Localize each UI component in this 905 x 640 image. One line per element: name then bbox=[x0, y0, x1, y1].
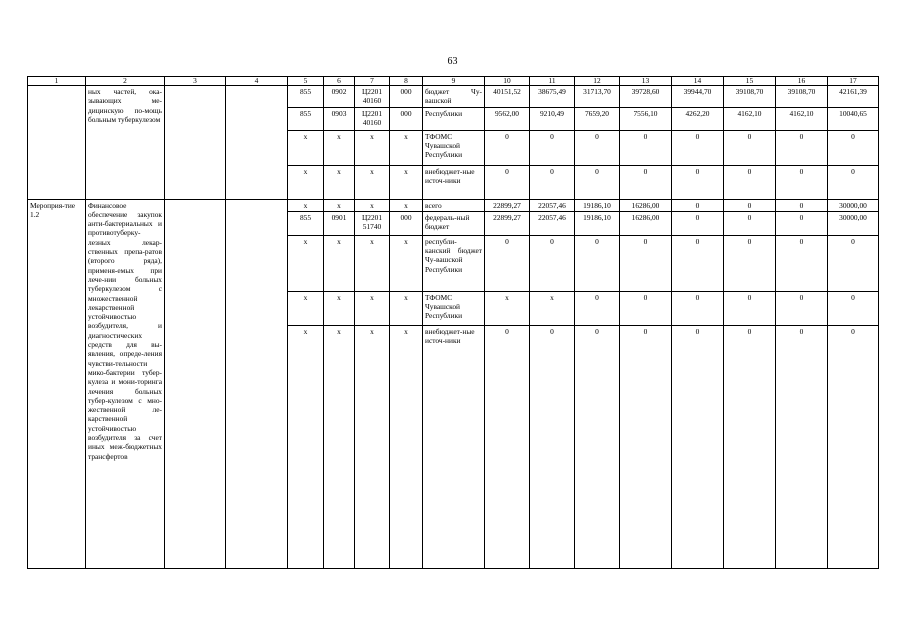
activity-name-cell bbox=[28, 86, 86, 200]
funding-source-cell: ТФОМС Чувашской Республики bbox=[423, 130, 485, 165]
amount-cell: 0 bbox=[620, 235, 672, 291]
table-row bbox=[28, 86, 879, 108]
header-cell: 7 bbox=[355, 77, 390, 86]
grbs-code-cell: х bbox=[288, 291, 324, 325]
funding-source-cell: федераль-ный бюджет bbox=[423, 211, 485, 235]
amount-cell: 19186,10 bbox=[575, 199, 620, 211]
amount-cell: 0 bbox=[724, 291, 776, 325]
header-cell: 17 bbox=[828, 77, 879, 86]
amount-cell: 0 bbox=[776, 130, 828, 165]
header-cell: 16 bbox=[776, 77, 828, 86]
section-code-cell: 0902 bbox=[324, 86, 355, 108]
funding-source-cell: всего bbox=[423, 199, 485, 211]
amount-cell: 0 bbox=[620, 291, 672, 325]
amount-cell: 0 bbox=[672, 165, 724, 199]
amount-cell: 22057,46 bbox=[530, 211, 575, 235]
expense-type-cell: х bbox=[390, 199, 423, 211]
amount-cell: 0 bbox=[672, 130, 724, 165]
amount-cell: 0 bbox=[672, 325, 724, 568]
executor-cell bbox=[165, 199, 226, 568]
amount-cell: 0 bbox=[828, 235, 879, 291]
amount-cell: 0 bbox=[485, 130, 530, 165]
amount-cell: 0 bbox=[724, 325, 776, 568]
amount-cell: 0 bbox=[724, 130, 776, 165]
amount-cell: 16286,00 bbox=[620, 211, 672, 235]
amount-cell: 0 bbox=[828, 130, 879, 165]
header-cell: 2 bbox=[86, 77, 165, 86]
amount-cell: 0 bbox=[485, 235, 530, 291]
amount-cell: 0 bbox=[620, 325, 672, 568]
amount-cell: 0 bbox=[776, 165, 828, 199]
activity-name-cell: Мероприя-тие 1.2 bbox=[28, 199, 86, 568]
header-cell: 1 bbox=[28, 77, 86, 86]
amount-cell: 0 bbox=[530, 325, 575, 568]
funding-source-cell: внебюджет-ные источ-ники bbox=[423, 325, 485, 568]
target-cell bbox=[226, 199, 288, 568]
amount-cell: 39728,60 bbox=[620, 86, 672, 108]
amount-cell: х bbox=[485, 291, 530, 325]
target-article-cell: х bbox=[355, 130, 390, 165]
amount-cell: 0 bbox=[724, 199, 776, 211]
target-article-cell: х bbox=[355, 291, 390, 325]
amount-cell: 0 bbox=[672, 199, 724, 211]
amount-cell: 0 bbox=[776, 199, 828, 211]
funding-source-cell: республи-канский бюджет Чу-вашской Республики bbox=[423, 235, 485, 291]
header-cell: 10 bbox=[485, 77, 530, 86]
amount-cell: 0 bbox=[530, 130, 575, 165]
activity-description-cell: ных частей, ока-зывающих ме-дицинскую по-мощь больным туберкулезом bbox=[86, 86, 165, 200]
expense-type-cell: 000 bbox=[390, 211, 423, 235]
amount-cell: 0 bbox=[828, 291, 879, 325]
amount-cell: 30000,00 bbox=[828, 211, 879, 235]
amount-cell: 22057,46 bbox=[530, 199, 575, 211]
amount-cell: 38675,49 bbox=[530, 86, 575, 108]
amount-cell: 0 bbox=[530, 165, 575, 199]
header-cell: 5 bbox=[288, 77, 324, 86]
amount-cell: 4262,20 bbox=[672, 107, 724, 130]
table-row bbox=[28, 199, 879, 211]
target-cell bbox=[226, 86, 288, 200]
amount-cell: 4162,10 bbox=[724, 107, 776, 130]
grbs-code-cell: х bbox=[288, 130, 324, 165]
page-number: 63 bbox=[447, 56, 458, 67]
expense-type-cell: х bbox=[390, 291, 423, 325]
section-code-cell: х bbox=[324, 325, 355, 568]
amount-cell: 9562,00 bbox=[485, 107, 530, 130]
amount-cell: 31713,70 bbox=[575, 86, 620, 108]
header-cell: 3 bbox=[165, 77, 226, 86]
target-article-cell: х bbox=[355, 165, 390, 199]
header-cell: 4 bbox=[226, 77, 288, 86]
amount-cell: 16286,00 bbox=[620, 199, 672, 211]
section-code-cell: х bbox=[324, 235, 355, 291]
target-article-cell: х bbox=[355, 325, 390, 568]
target-article-cell: Ц2201 40160 bbox=[355, 107, 390, 130]
amount-cell: 22899,27 bbox=[485, 199, 530, 211]
grbs-code-cell: 855 bbox=[288, 107, 324, 130]
grbs-code-cell: 855 bbox=[288, 86, 324, 108]
header-cell: 9 bbox=[423, 77, 485, 86]
activity-description-cell: Финансовое обеспечение закупок анти-бактериальных и противотуберку-лезных лекар-ственных препа-ратов (второго ряда), применя-емых при лече-нии больных туберкулезом с множественной лекарственной устойчивостью возбудителя, и диагностических средств для вы-явления, опреде-ления чувстви-тельности мико-бактерии тубер-кулеза и мони-торинга лечения больных тубер-кулезом с мно-жественной ле-карственной устойчивостью возбудителя за счет иных меж-бюджетных трансфертов bbox=[86, 199, 165, 568]
amount-cell: 0 bbox=[672, 211, 724, 235]
header-row bbox=[28, 77, 879, 86]
amount-cell: 0 bbox=[575, 325, 620, 568]
header-cell: 6 bbox=[324, 77, 355, 86]
amount-cell: 40151,52 bbox=[485, 86, 530, 108]
expense-type-cell: 000 bbox=[390, 86, 423, 108]
amount-cell: 0 bbox=[724, 211, 776, 235]
target-article-cell: Ц2201 51740 bbox=[355, 211, 390, 235]
amount-cell: 0 bbox=[672, 291, 724, 325]
funding-source-cell: ТФОМС Чувашской Республики bbox=[423, 291, 485, 325]
amount-cell: 0 bbox=[724, 165, 776, 199]
amount-cell: 0 bbox=[724, 235, 776, 291]
amount-cell: 0 bbox=[530, 235, 575, 291]
executor-cell bbox=[165, 86, 226, 200]
target-article-cell: х bbox=[355, 235, 390, 291]
amount-cell: 0 bbox=[828, 165, 879, 199]
amount-cell: 39108,70 bbox=[776, 86, 828, 108]
amount-cell: 0 bbox=[575, 165, 620, 199]
amount-cell: 0 bbox=[485, 325, 530, 568]
funding-source-cell: бюджет Чу-вашской bbox=[423, 86, 485, 108]
section-code-cell: х bbox=[324, 199, 355, 211]
expense-type-cell: х bbox=[390, 325, 423, 568]
amount-cell: 7556,10 bbox=[620, 107, 672, 130]
expense-type-cell: х bbox=[390, 130, 423, 165]
expense-type-cell: х bbox=[390, 235, 423, 291]
amount-cell: 39944,70 bbox=[672, 86, 724, 108]
amount-cell: 0 bbox=[776, 235, 828, 291]
amount-cell: 10040,65 bbox=[828, 107, 879, 130]
amount-cell: х bbox=[530, 291, 575, 325]
funding-source-cell: Республики bbox=[423, 107, 485, 130]
amount-cell: 19186,10 bbox=[575, 211, 620, 235]
header-cell: 13 bbox=[620, 77, 672, 86]
grbs-code-cell: х bbox=[288, 235, 324, 291]
amount-cell: 0 bbox=[776, 325, 828, 568]
expense-type-cell: х bbox=[390, 165, 423, 199]
amount-cell: 4162,10 bbox=[776, 107, 828, 130]
target-article-cell: х bbox=[355, 199, 390, 211]
amount-cell: 0 bbox=[620, 165, 672, 199]
header-cell: 12 bbox=[575, 77, 620, 86]
amount-cell: 7659,20 bbox=[575, 107, 620, 130]
section-code-cell: 0903 bbox=[324, 107, 355, 130]
section-code-cell: х bbox=[324, 130, 355, 165]
expense-type-cell: 000 bbox=[390, 107, 423, 130]
amount-cell: 0 bbox=[672, 235, 724, 291]
amount-cell: 0 bbox=[620, 130, 672, 165]
amount-cell: 0 bbox=[828, 325, 879, 568]
header-cell: 11 bbox=[530, 77, 575, 86]
amount-cell: 22899,27 bbox=[485, 211, 530, 235]
grbs-code-cell: х bbox=[288, 165, 324, 199]
amount-cell: 0 bbox=[575, 291, 620, 325]
amount-cell: 0 bbox=[575, 130, 620, 165]
amount-cell: 30000,00 bbox=[828, 199, 879, 211]
header-cell: 8 bbox=[390, 77, 423, 86]
budget-table bbox=[27, 76, 879, 569]
amount-cell: 0 bbox=[776, 211, 828, 235]
grbs-code-cell: х bbox=[288, 325, 324, 568]
header-cell: 14 bbox=[672, 77, 724, 86]
amount-cell: 42161,39 bbox=[828, 86, 879, 108]
amount-cell: 9210,49 bbox=[530, 107, 575, 130]
grbs-code-cell: 855 bbox=[288, 211, 324, 235]
section-code-cell: 0901 bbox=[324, 211, 355, 235]
section-code-cell: х bbox=[324, 165, 355, 199]
target-article-cell: Ц2201 40160 bbox=[355, 86, 390, 108]
section-code-cell: х bbox=[324, 291, 355, 325]
amount-cell: 0 bbox=[485, 165, 530, 199]
grbs-code-cell: х bbox=[288, 199, 324, 211]
amount-cell: 39108,70 bbox=[724, 86, 776, 108]
header-cell: 15 bbox=[724, 77, 776, 86]
amount-cell: 0 bbox=[776, 291, 828, 325]
funding-source-cell: внебюджет-ные источ-ники bbox=[423, 165, 485, 199]
amount-cell: 0 bbox=[575, 235, 620, 291]
